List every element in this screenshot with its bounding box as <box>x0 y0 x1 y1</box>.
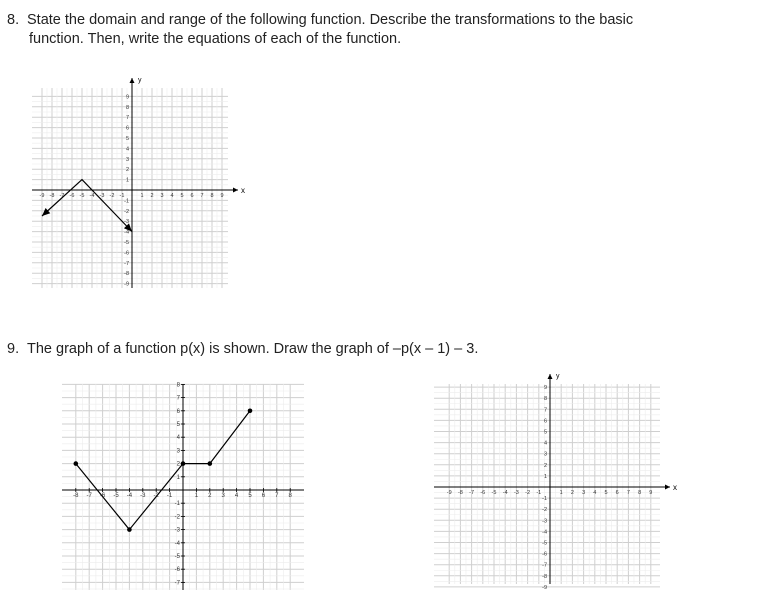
x-tick-label: -2 <box>109 193 115 199</box>
y-tick-label: -9 <box>542 584 547 591</box>
y-tick-label: -5 <box>542 540 547 547</box>
x-tick-label: -6 <box>69 193 75 199</box>
y-tick-label: -6 <box>124 250 129 257</box>
x-tick-label: -4 <box>502 490 508 496</box>
x-tick-label: 7 <box>200 193 204 199</box>
x-tick-label: 6 <box>615 490 619 496</box>
function-point <box>208 461 213 466</box>
x-tick-label: -4 <box>126 493 133 499</box>
y-tick-label: 6 <box>543 418 547 425</box>
y-tick-label: 5 <box>125 136 129 142</box>
y-axis-label: y <box>556 373 560 380</box>
function-point <box>181 461 186 466</box>
y-tick-label: 4 <box>125 146 129 153</box>
x-axis-arrow-icon <box>233 188 238 193</box>
y-axis-arrow-icon <box>130 78 135 83</box>
y-tick-label: -7 <box>124 260 129 267</box>
x-tick-label: -6 <box>480 490 486 496</box>
x-tick-label: 8 <box>210 193 214 199</box>
y-tick-label: 9 <box>543 385 547 392</box>
x-tick-label: -2 <box>525 490 531 496</box>
x-tick-label: -7 <box>469 490 475 496</box>
x-tick-label: 1 <box>194 493 199 499</box>
x-tick-label: 1 <box>140 193 144 199</box>
function-point <box>248 409 253 414</box>
x-tick-label: 2 <box>208 493 212 499</box>
x-tick-label: -6 <box>99 493 106 499</box>
y-tick-label: -6 <box>542 551 547 558</box>
y-tick-label: 2 <box>125 167 129 174</box>
graph-question-8 <box>28 70 243 292</box>
x-tick-label: -9 <box>39 193 45 199</box>
y-tick-label: -8 <box>124 271 129 278</box>
x-tick-label: -3 <box>99 193 105 199</box>
question-text-line1: The graph of a function p(x) is shown. Draw the graph of –p(x – 1) – 3. <box>27 341 479 357</box>
x-tick-label: 2 <box>570 490 574 496</box>
y-tick-label: -4 <box>174 540 180 547</box>
y-tick-label: 3 <box>176 448 180 455</box>
x-tick-label: -1 <box>166 493 173 499</box>
graph-blank-answer-grid <box>428 370 683 591</box>
x-tick-label: 4 <box>593 490 597 496</box>
y-tick-label: 1 <box>176 474 180 481</box>
y-tick-label: -9 <box>124 281 129 288</box>
x-tick-label: -7 <box>86 493 92 499</box>
y-tick-label: -4 <box>542 529 547 536</box>
y-axis-label: y <box>138 77 142 84</box>
x-tick-label: -8 <box>49 193 55 199</box>
x-tick-label: 5 <box>604 490 608 496</box>
y-tick-label: 6 <box>125 125 129 132</box>
function-point <box>127 527 132 532</box>
y-tick-label: 3 <box>125 156 129 163</box>
y-tick-label: -2 <box>542 507 547 514</box>
y-tick-label: -8 <box>542 573 547 580</box>
x-tick-label: -5 <box>491 490 497 496</box>
y-tick-label: 4 <box>543 440 547 447</box>
y-tick-label: 2 <box>176 461 180 468</box>
x-tick-label: -5 <box>113 493 119 499</box>
question-text-line1: State the domain and range of the following function. Describe the transformations to the basic <box>27 12 634 28</box>
question-9 <box>7 340 478 359</box>
y-axis-arrow-icon <box>548 374 553 379</box>
x-tick-label: 3 <box>582 490 586 496</box>
x-tick-label: 8 <box>638 490 642 496</box>
x-tick-label: -4 <box>89 193 95 199</box>
x-tick-label: 6 <box>261 493 266 499</box>
y-tick-label: 9 <box>125 94 129 101</box>
x-tick-label: 2 <box>150 193 154 199</box>
question-number: 9. <box>7 341 20 357</box>
y-tick-label: -5 <box>174 554 180 560</box>
function-point <box>74 461 79 466</box>
y-tick-label: 2 <box>543 462 547 469</box>
y-tick-label: 8 <box>543 396 547 403</box>
x-tick-label: 8 <box>288 493 292 499</box>
y-tick-label: -5 <box>124 240 129 246</box>
y-tick-label: 8 <box>176 382 180 389</box>
y-tick-label: 5 <box>543 429 547 436</box>
x-tick-label: 1 <box>559 490 563 496</box>
x-tick-label: 4 <box>170 193 174 199</box>
y-tick-label: 8 <box>125 104 129 111</box>
y-tick-label: -3 <box>542 518 547 525</box>
x-tick-label: -7 <box>59 193 65 199</box>
x-tick-label: -5 <box>79 193 85 199</box>
x-axis-label: x <box>241 186 245 195</box>
y-tick-label: -2 <box>174 514 180 521</box>
x-tick-label: 5 <box>248 493 252 499</box>
y-tick-label: 1 <box>543 473 547 480</box>
y-tick-label: 4 <box>176 435 180 442</box>
question-8 <box>7 11 633 49</box>
y-tick-label: -7 <box>542 562 547 569</box>
y-tick-label: 7 <box>125 115 129 122</box>
y-tick-label: -7 <box>174 580 180 587</box>
y-tick-label: -3 <box>174 527 180 534</box>
x-tick-label: -9 <box>446 490 452 496</box>
x-axis-label: x <box>673 483 677 492</box>
x-tick-label: -1 <box>119 193 125 199</box>
x-tick-label: 6 <box>190 193 194 199</box>
x-tick-label: 9 <box>649 490 653 496</box>
x-tick-label: 5 <box>180 193 184 199</box>
question-number: 8. <box>7 12 20 28</box>
y-tick-label: -2 <box>124 208 129 215</box>
y-tick-label: -6 <box>174 567 180 574</box>
y-tick-label: 7 <box>176 395 180 402</box>
y-tick-label: -1 <box>124 198 129 205</box>
y-tick-label: -1 <box>542 496 547 503</box>
y-tick-label: 7 <box>543 407 547 414</box>
y-tick-label: 6 <box>176 408 180 415</box>
y-tick-label: -1 <box>174 501 180 508</box>
x-tick-label: -3 <box>513 490 519 496</box>
x-tick-label: -3 <box>140 493 146 499</box>
x-tick-label: -1 <box>536 490 542 496</box>
y-tick-label: 3 <box>543 451 547 458</box>
x-tick-label: 4 <box>234 493 239 499</box>
x-tick-label: 3 <box>160 193 164 199</box>
x-tick-label: 9 <box>220 193 224 199</box>
x-tick-label: 7 <box>275 493 279 499</box>
y-tick-label: 5 <box>176 422 180 428</box>
question-text-line2: function. Then, write the equations of each of the function. <box>29 31 402 47</box>
x-tick-label: -2 <box>153 493 159 499</box>
x-tick-label: 7 <box>626 490 630 496</box>
x-tick-label: -8 <box>457 490 463 496</box>
x-tick-label: -8 <box>73 493 79 499</box>
x-axis-arrow-icon <box>665 485 670 490</box>
graph-p-of-x <box>58 382 310 592</box>
y-tick-label: -4 <box>124 229 129 236</box>
x-tick-label: 3 <box>221 493 225 499</box>
y-tick-label: -3 <box>124 219 129 226</box>
y-tick-label: 1 <box>125 177 129 184</box>
